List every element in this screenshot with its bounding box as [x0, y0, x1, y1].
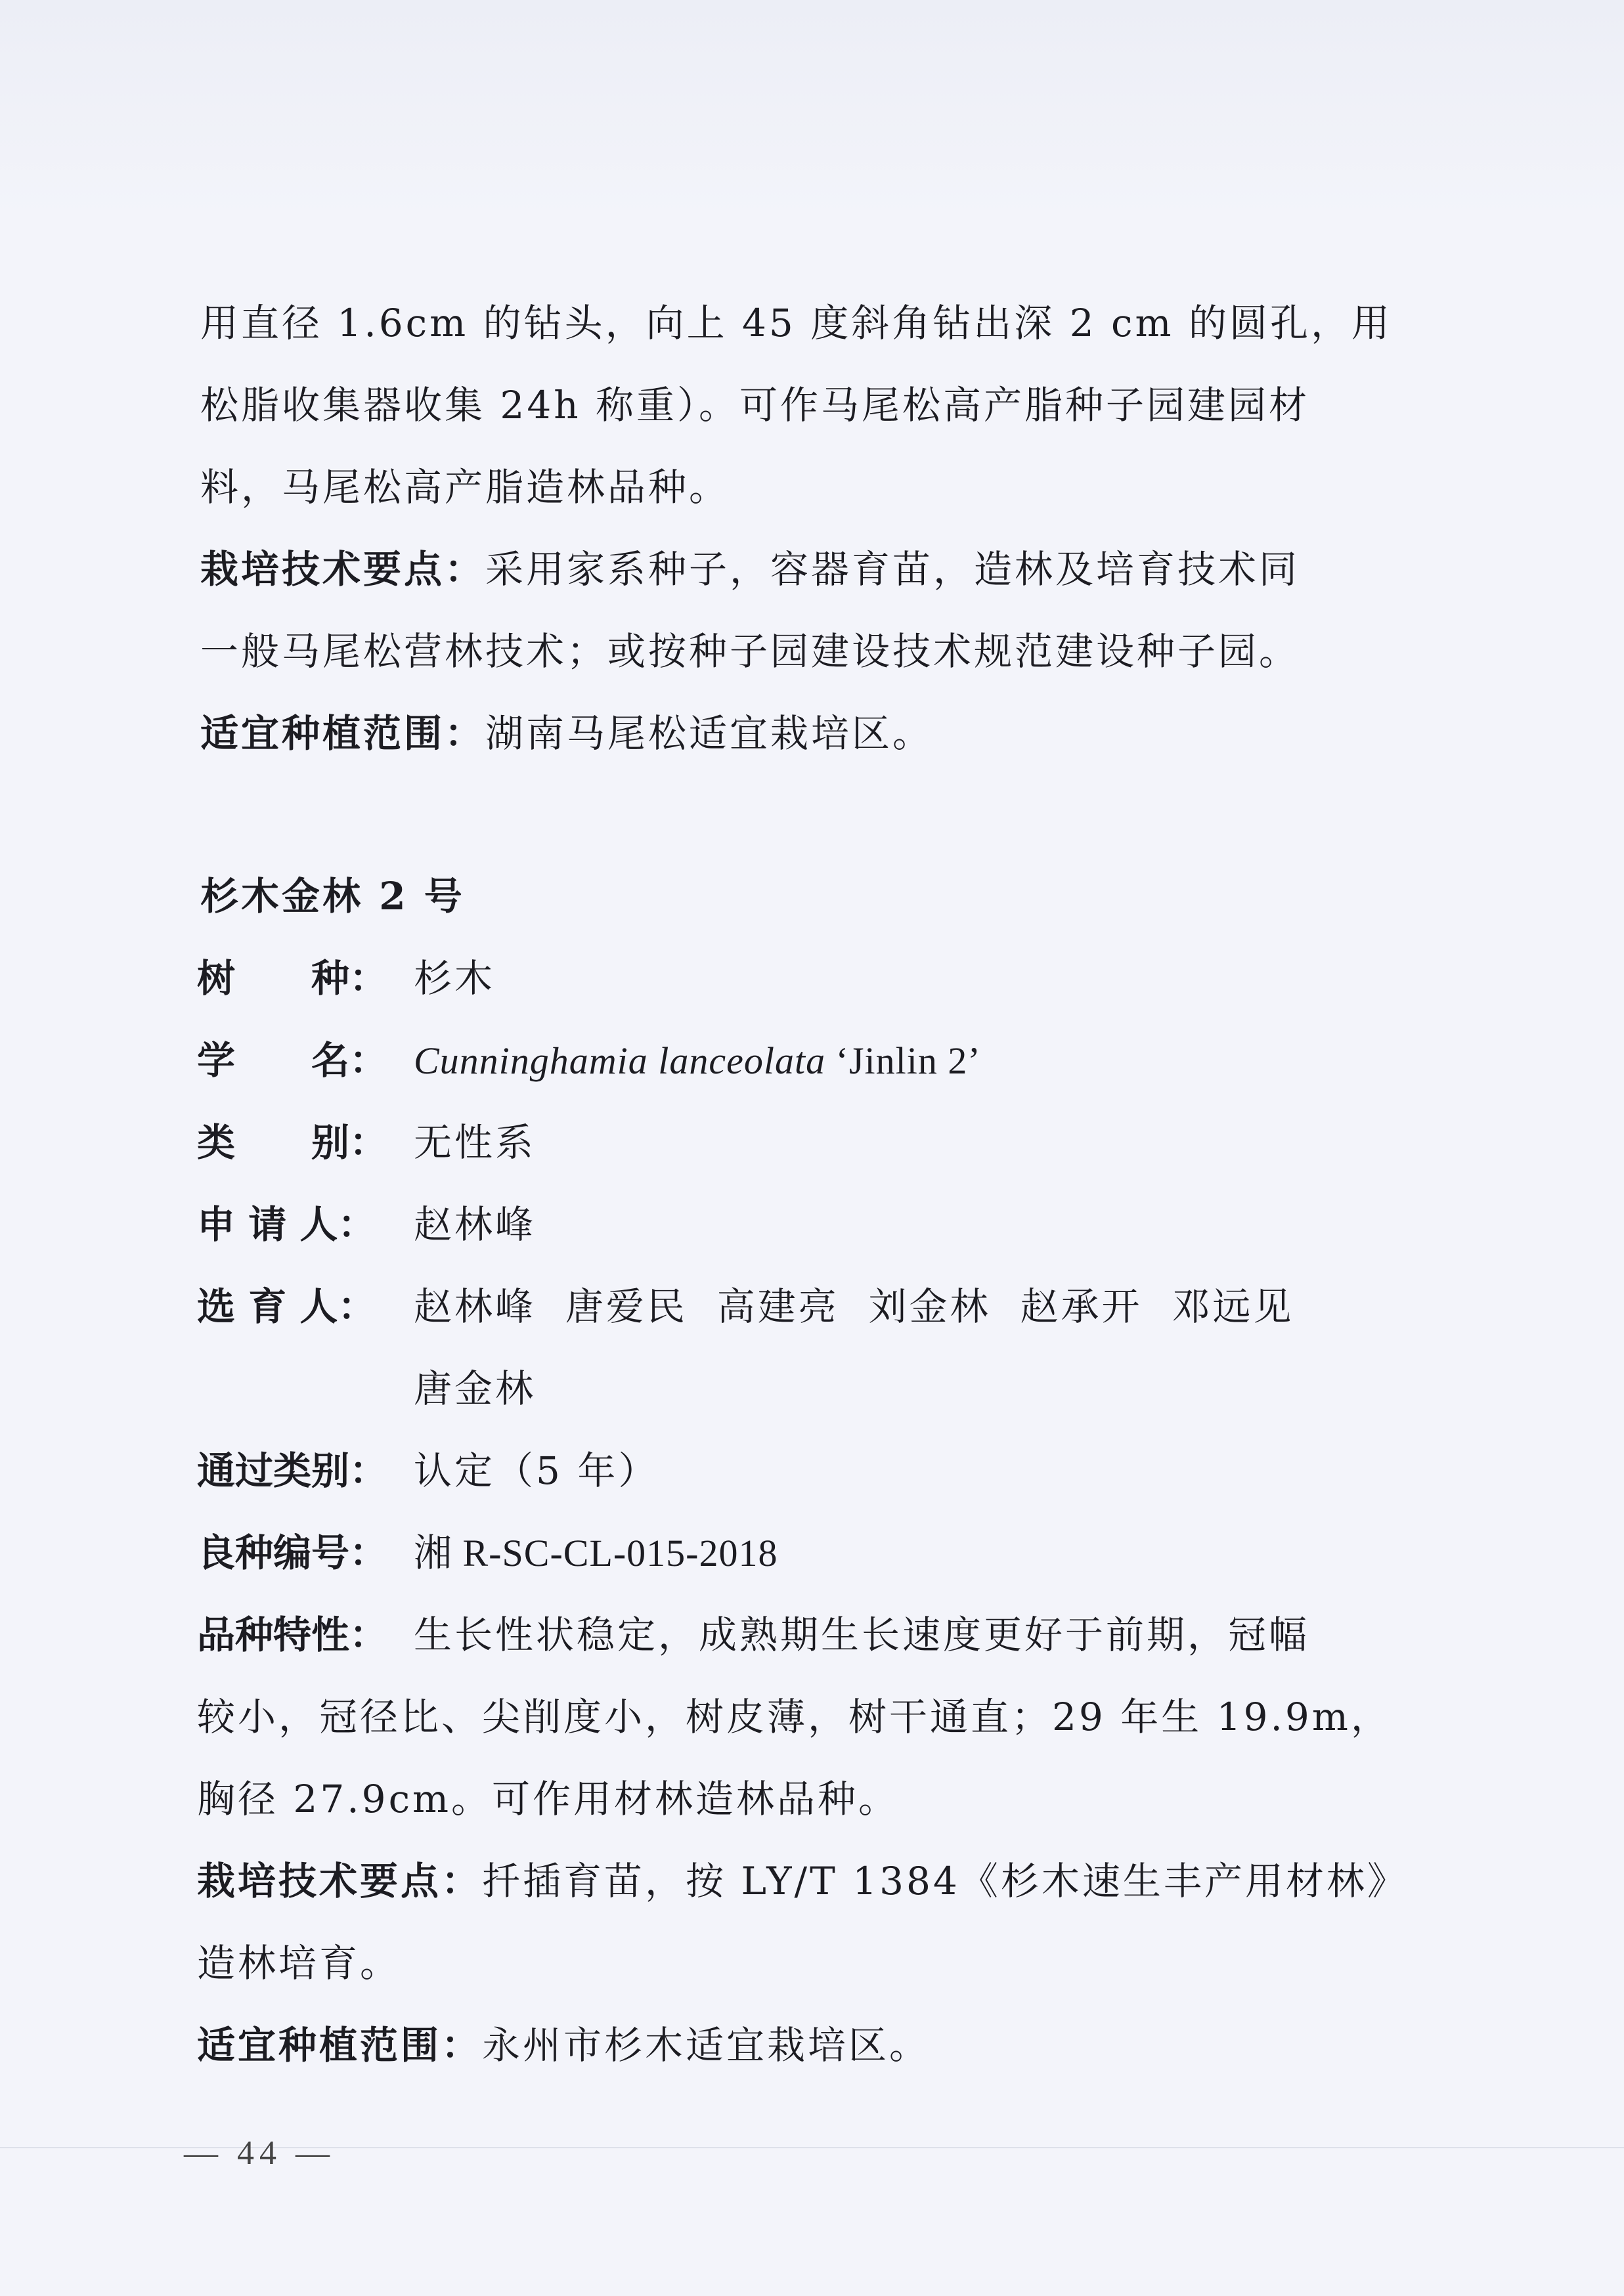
approval-value: 认定（5 年） — [414, 1448, 659, 1493]
prev-cultivation-line-1 — [200, 543, 1300, 596]
cultivation-text-2: 造林培育。 — [197, 1941, 401, 1985]
breeders-line-1: 赵林峰 唐爱民 高建亮 刘金林 赵承开 邓远见 — [414, 1284, 1294, 1329]
range-text: 永州市杉木适宜栽培区。 — [482, 2023, 931, 2068]
page-number: — 44 — — [184, 2134, 335, 2172]
code-value: 湘 R-SC-CL-015-2018 — [414, 1532, 778, 1574]
breeder-label: 选 育 人： — [197, 1284, 376, 1329]
code-label: 良种编号： — [197, 1530, 388, 1575]
range-label: 适宜种植范围： — [197, 2023, 483, 2068]
category-row — [197, 1116, 536, 1169]
cultivation-label: 栽培技术要点： — [197, 1859, 483, 1903]
traits-label: 品种特性： — [197, 1613, 388, 1657]
traits-text-2: 较小，冠径比、尖削度小，树皮薄，树干通直；29 年生 19.9m， — [197, 1695, 1392, 1739]
species-value: 杉木 — [414, 956, 496, 1001]
scientific-name-row — [197, 1034, 981, 1087]
applicant-value: 赵林峰 — [414, 1202, 537, 1247]
cultivation-row — [197, 1855, 1408, 1907]
approval-row — [197, 1444, 659, 1497]
code-row — [197, 1527, 778, 1580]
category-value: 无性系 — [414, 1120, 537, 1165]
species-row — [197, 952, 495, 1005]
applicant-row — [197, 1198, 536, 1251]
category-label: 类 别： — [197, 1120, 388, 1165]
breeders-line-2: 唐金林 — [414, 1366, 537, 1411]
scientific-name-italic: Cunninghamia lanceolata — [414, 1039, 826, 1082]
cultivation-text-1: 扦插育苗，按 LY/T 1384《杉木速生丰产用材林》 — [482, 1859, 1408, 1903]
entry-title: 杉木金林 2 号 — [200, 874, 465, 919]
breeder-row — [197, 1280, 1294, 1333]
traits-row — [197, 1609, 1309, 1661]
prev-entry-line-2: 松脂收集器收集 24h 称重）。可作马尾松高产脂种子园建园材 — [200, 383, 1310, 427]
prev-entry-line-1: 用直径 1.6cm 的钻头，向上 45 度斜角钻出深 2 cm 的圆孔，用 — [200, 301, 1392, 345]
traits-text-3: 胸径 27.9cm。可作用材林造林品种。 — [197, 1777, 900, 1821]
scientific-name-label: 学 名： — [197, 1038, 388, 1083]
traits-text-1: 生长性状稳定，成熟期生长速度更好于前期，冠幅 — [414, 1613, 1310, 1657]
prev-range-line — [200, 707, 933, 760]
prev-range-text: 湖南马尾松适宜栽培区。 — [485, 711, 934, 756]
prev-range-label: 适宜种植范围： — [200, 711, 486, 756]
prev-cultivation-text-1: 采用家系种子，容器育苗，造林及培育技术同 — [485, 547, 1300, 592]
scientific-name-cultivar: ‘Jinlin 2’ — [825, 1039, 981, 1082]
prev-cultivation-line-2: 一般马尾松营林技术；或按种子园建设技术规范建设种子园。 — [200, 629, 1300, 674]
applicant-label: 申 请 人： — [197, 1202, 376, 1247]
range-row — [197, 2019, 930, 2071]
species-label: 树 种： — [197, 956, 388, 1001]
scan-top-band — [0, 0, 1624, 217]
approval-label: 通过类别： — [197, 1448, 388, 1493]
prev-cultivation-label: 栽培技术要点： — [200, 547, 486, 592]
prev-entry-line-3: 料，马尾松高产脂造林品种。 — [200, 465, 730, 509]
